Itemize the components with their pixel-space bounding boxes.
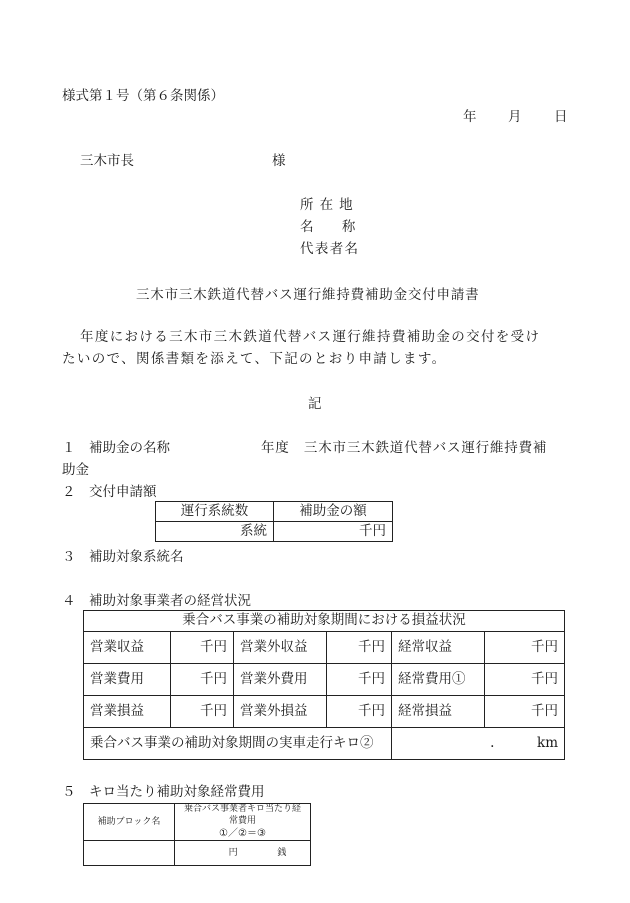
yen-unit: 円 [228, 848, 238, 859]
row-unit: 千円 [327, 664, 392, 696]
row-unit: 千円 [327, 632, 392, 664]
block-name-header: 補助ブロック名 [84, 804, 175, 841]
body-line-2: たいので、関係書類を添えて、下記のとおり申請します。 [62, 351, 447, 367]
form-label: 様式第１号（第６条関係） [62, 88, 224, 104]
document-title: 三木市三木鉄道代替バス運行維持費補助金交付申請書 [136, 287, 480, 303]
row-label: 営業外収益 [234, 632, 327, 664]
item3-label: ３ 補助対象系統名 [62, 549, 184, 565]
row-label: 営業収益 [84, 632, 171, 664]
row-unit: 千円 [327, 696, 392, 728]
item1-value: 年度 三木市三木鉄道代替バス運行維持費補 [261, 440, 548, 456]
application-amount-table [155, 501, 393, 542]
row-label: 営業費用 [84, 664, 171, 696]
table-row [84, 664, 565, 696]
block-name-cell [84, 841, 175, 866]
distance-cell [392, 728, 565, 760]
item1-label: １ 補助金の名称 [62, 440, 170, 456]
applicant-representative-label: 代表者名 [300, 241, 360, 257]
cost-per-km-table [83, 803, 311, 866]
distance-unit: km [537, 734, 558, 751]
route-count-unit: 系統 [156, 522, 274, 542]
cost-value-cell [175, 841, 311, 866]
sen-unit: 銭 [277, 848, 287, 859]
date-month: 月 [508, 109, 522, 125]
ki-heading: 記 [308, 396, 322, 412]
header-subsidy-amount: 補助金の額 [274, 502, 393, 522]
date-year: 年 [463, 109, 477, 125]
item1-continuation: 助金 [62, 462, 89, 478]
item5-label: ５ キロ当たり補助対象経常費用 [62, 784, 265, 800]
row-unit: 千円 [171, 696, 234, 728]
cost-per-km-header [175, 804, 311, 841]
row-label: 営業損益 [84, 696, 171, 728]
business-status-table [83, 610, 565, 760]
row-unit: 千円 [171, 664, 234, 696]
table-row [84, 696, 565, 728]
item4-label: ４ 補助対象事業者の経営状況 [62, 593, 251, 609]
row-label: 経常損益 [392, 696, 485, 728]
addressee-honorific: 様 [272, 153, 286, 169]
cost-per-km-header-line1: 乗合バス事業者キロ当たり経常費用 [183, 804, 301, 826]
distance-value: . [490, 734, 495, 751]
profit-loss-header: 乗合バス事業の補助対象期間における損益状況 [84, 611, 565, 632]
subsidy-amount-unit: 千円 [274, 522, 393, 542]
row-unit: 千円 [485, 696, 565, 728]
applicant-name-label: 名称 [300, 219, 384, 235]
table-row [84, 632, 565, 664]
item2-label: ２ 交付申請額 [62, 484, 157, 500]
row-unit: 千円 [485, 664, 565, 696]
date-day: 日 [554, 109, 568, 125]
addressee-name: 三木市長 [80, 153, 134, 169]
body-line-1: 年度における三木市三木鉄道代替バス運行維持費補助金の交付を受け [80, 329, 541, 345]
row-label: 経常収益 [392, 632, 485, 664]
row-label: 営業外費用 [234, 664, 327, 696]
distance-label: 乗合バス事業の補助対象期間の実車走行キロ② [84, 728, 392, 760]
row-label: 営業外損益 [234, 696, 327, 728]
header-route-count: 運行系統数 [156, 502, 274, 522]
row-unit: 千円 [485, 632, 565, 664]
applicant-address-label: 所在地 [300, 197, 359, 213]
cost-per-km-header-line2: ①／②＝③ [219, 828, 266, 840]
row-unit: 千円 [171, 632, 234, 664]
row-label: 経常費用① [392, 664, 485, 696]
